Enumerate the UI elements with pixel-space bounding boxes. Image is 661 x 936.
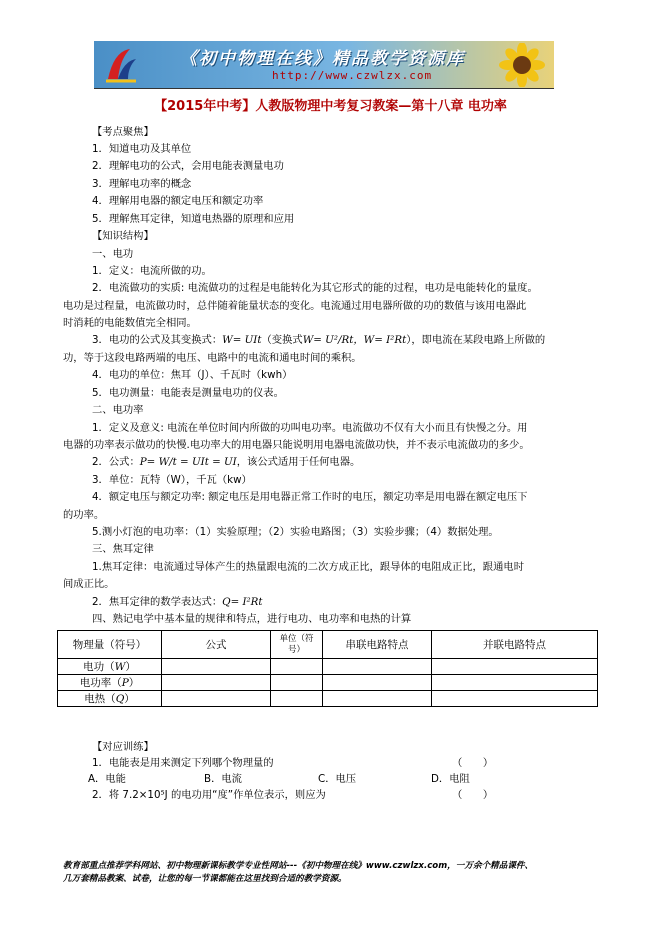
formula: W= U²/Rt，W= I²Rt <box>302 334 407 346</box>
table-cell <box>58 691 162 707</box>
formula: P= W/t = UIt = UI <box>139 456 237 468</box>
table-row <box>58 659 598 675</box>
text-span: 电功（ <box>83 661 115 673</box>
table-cell <box>323 659 432 675</box>
text-line: 1．定义及意义: 电流在单位时间内所做的功叫电功率。电流做功不仅有大小而且有快慢之分。用 <box>92 422 528 434</box>
question-2: 2．将 7.2×10⁵J 的电功用“度”作单位表示，则应为 <box>92 789 326 801</box>
text-span: 3．电功的公式及其变换式： <box>92 334 223 346</box>
banner-title: 《初中物理在线》精品教学资源库 <box>180 49 465 69</box>
symbol: P <box>121 677 129 689</box>
option-d: D．电阻 <box>431 773 470 785</box>
kaodian-item: 3．理解电功率的概念 <box>92 178 192 190</box>
kaodian-item: 4．理解用电器的额定电压和额定功率 <box>92 195 264 207</box>
answer-paren: （ ） <box>452 789 494 801</box>
text-line <box>92 455 360 469</box>
table-cell <box>432 659 598 675</box>
page-footer <box>63 860 623 886</box>
answer-paren: （ ） <box>452 757 494 769</box>
table-cell <box>271 691 323 707</box>
text-span: ） <box>125 661 136 673</box>
table-header-cell: 串联电路特点 <box>323 631 432 659</box>
subsection-heading: 四、熟记电学中基本量的规律和特点，进行电功、电功率和电热的计算 <box>92 613 412 625</box>
text-line: 5.测小灯泡的电功率：（1）实验原理；（2）实验电路图；（3）实验步骤；（4）数据处理。 <box>92 526 499 538</box>
text-line: 3．单位：瓦特（W），千瓦（kw） <box>92 474 252 486</box>
formula: Q= I²Rt <box>222 596 263 608</box>
table-header-row <box>58 631 598 659</box>
symbol: Q <box>115 693 125 705</box>
sunflower-icon <box>496 43 548 87</box>
text-line: 的功率。 <box>63 509 105 521</box>
table-cell <box>271 659 323 675</box>
table-cell <box>58 659 162 675</box>
table-header-cell: 并联电路特点 <box>432 631 598 659</box>
table-cell <box>162 691 271 707</box>
text-line: 时消耗的电能数值完全相同。 <box>63 317 197 329</box>
text-line: 电器的功率表示做功的快慢.电功率大的用电器只能说明用电器电流做功快，并不表示电流做功的多少。 <box>63 439 530 451</box>
kaodian-item: 1．知道电功及其单位 <box>92 143 192 155</box>
option-c: C．电压 <box>318 773 357 785</box>
footer-line: 教育部重点推荐学科网站、初中物理新课标教学专业性网站---《初中物理在线》www.czwlzx.com，一万余个精品课件、 <box>63 861 534 871</box>
text-span: （变换式 <box>261 334 303 346</box>
text-span: 电热（ <box>84 693 116 705</box>
table-cell <box>432 691 598 707</box>
table-cell <box>271 675 323 691</box>
text-line: 功，等于这段电路两端的电压、电路中的电流和通电时间的乘积。 <box>63 352 362 364</box>
table-cell <box>323 691 432 707</box>
kaodian-item: 5．理解焦耳定律，知道电热器的原理和应用 <box>92 213 295 225</box>
table-row <box>58 691 598 707</box>
banner-url[interactable]: http://www.czwlzx.com <box>272 69 433 82</box>
text-span: ） <box>128 677 140 689</box>
question-1: 1．电能表是用来测定下列哪个物理量的 <box>92 757 274 769</box>
text-line <box>92 595 263 609</box>
table-header-cell: 单位（符号） <box>271 631 323 659</box>
text-span: 电功率（ <box>79 677 122 689</box>
text-span: ，该公式适用于任何电器。 <box>236 456 361 468</box>
header-banner <box>94 41 554 89</box>
table-cell <box>162 659 271 675</box>
table-header-cell: 物理量（符号） <box>58 631 162 659</box>
quantities-table <box>57 630 598 707</box>
subsection-heading: 二、电功率 <box>92 404 144 416</box>
kaodian-item: 2．理解电功的公式，会用电能表测量电功 <box>92 160 284 172</box>
symbol: W <box>114 661 126 673</box>
section-heading-xunlian: 【对应训练】 <box>92 741 154 753</box>
option-b: B．电流 <box>204 773 242 785</box>
site-logo-icon <box>104 45 138 83</box>
subsection-heading: 一、电功 <box>92 248 134 260</box>
text-span: ） <box>124 693 135 705</box>
footer-line: 几万套精品教案、试卷，让您的每一节课都能在这里找到合适的教学资源。 <box>63 874 347 884</box>
table-cell <box>323 675 432 691</box>
section-heading-zhishi: 【知识结构】 <box>92 230 154 242</box>
text-span: 2．焦耳定律的数学表达式： <box>92 596 223 608</box>
text-line: 1．定义：电流所做的功。 <box>92 265 212 277</box>
text-line: 4．额定电压与额定功率: 额定电压是用电器正常工作时的电压，额定功率是用电器在额定电压下 <box>92 491 528 503</box>
subsection-heading: 三、焦耳定律 <box>92 543 154 555</box>
table-cell <box>432 675 598 691</box>
table-header-cell: 公式 <box>162 631 271 659</box>
formula: W= UIt <box>222 334 262 346</box>
option-a: A．电能 <box>88 773 126 785</box>
table-row <box>58 675 598 691</box>
document-title: 【2015年中考】人教版物理中考复习教案—第十八章 电功率 <box>154 99 507 114</box>
text-span: ），即电流在某段电路上所做的 <box>406 334 546 346</box>
table-cell <box>162 675 271 691</box>
text-line <box>92 333 545 347</box>
text-line: 4．电功的单位：焦耳（J）、千瓦时（kwh） <box>92 369 293 381</box>
text-line: 5．电功测量：电能表是测量电功的仪表。 <box>92 387 284 399</box>
text-span: 2．公式： <box>92 456 140 468</box>
table-cell <box>58 675 162 691</box>
text-line: 间成正比。 <box>63 578 115 590</box>
text-line: 电功是过程量，电流做功时，总伴随着能量状态的变化。电流通过用电器所做的功的数值与该用电器此 <box>63 300 527 312</box>
text-line: 2．电流做功的实质: 电流做功的过程是电能转化为其它形式的能的过程，电功是电能转化的量度。 <box>92 282 538 294</box>
text-line: 1.焦耳定律：电流通过导体产生的热量跟电流的二次方成正比，跟导体的电阻成正比，跟通电时 <box>92 561 524 573</box>
section-heading-kaodian: 【考点聚焦】 <box>92 126 154 138</box>
